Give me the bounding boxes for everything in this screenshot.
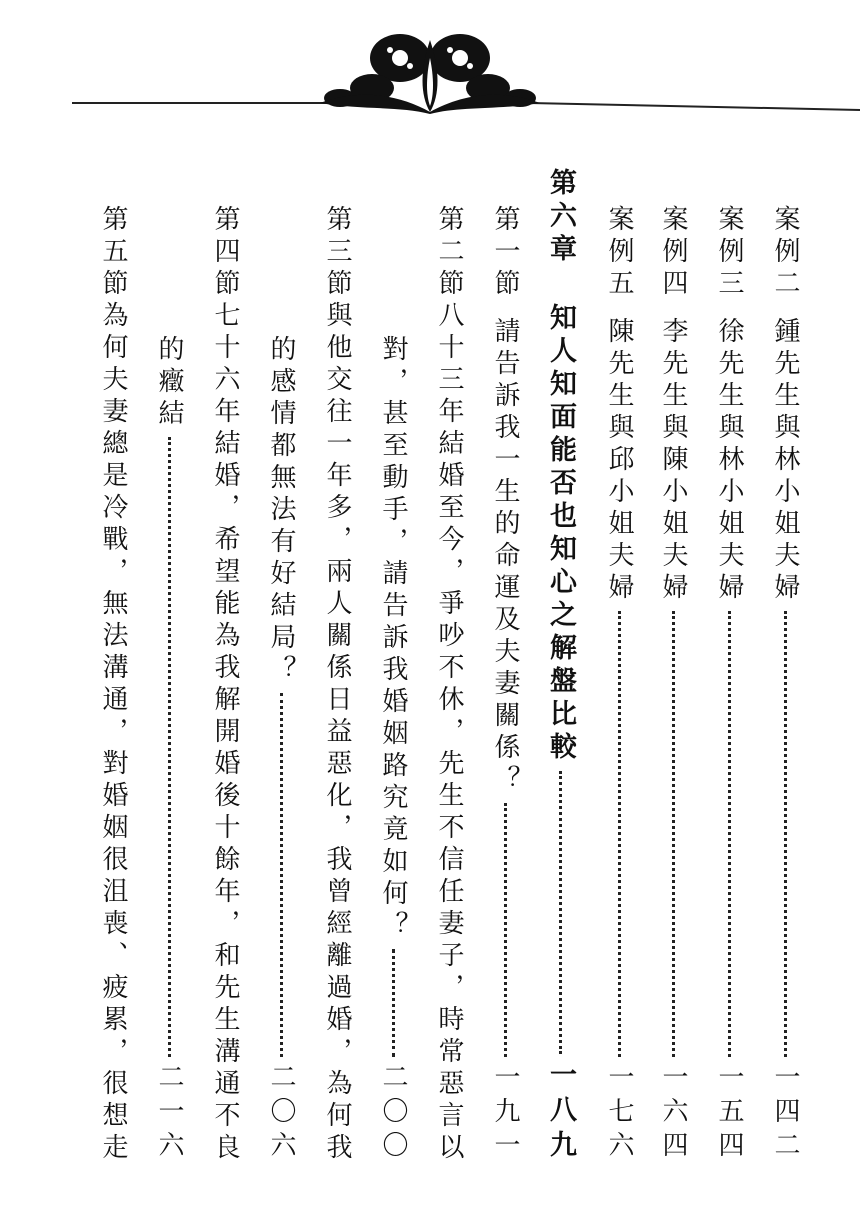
- toc-entry-case-4[interactable]: [660, 205, 686, 1165]
- toc-entry-case-2[interactable]: [772, 205, 798, 1165]
- toc-entry-title: 為何夫妻總是冷戰，無法溝通，對婚姻很沮喪、疲累，很想走: [98, 301, 128, 1165]
- dot-leader: [784, 611, 787, 1057]
- dot-leader: [672, 611, 675, 1057]
- toc-entry-title: 與他交往一年多，兩人關係日益惡化，我曾經離過婚，為何我: [322, 301, 352, 1165]
- dot-leader: [280, 693, 283, 1057]
- toc-entry-title: 徐先生與林小姐夫婦: [714, 317, 744, 605]
- toc-entry-page: 一八九: [545, 1060, 576, 1165]
- dot-leader: [618, 611, 621, 1057]
- toc-entry-section-2[interactable]: [436, 205, 462, 1165]
- toc-entry-chapter-6[interactable]: [547, 168, 574, 1165]
- toc-entry-title: 陳先生與邱小姐夫婦: [604, 317, 634, 605]
- toc-chapter-label: 第六章: [545, 168, 576, 267]
- toc-chapter-title: 知人知面能否也知心之解盤比較: [545, 303, 576, 765]
- toc-entry-page: 一六四: [658, 1063, 688, 1165]
- toc-entry-title: 鍾先生與林小姐夫婦: [770, 317, 800, 605]
- toc-entry-label: 案例四: [658, 205, 688, 301]
- toc-entry-section-4[interactable]: [212, 205, 238, 1165]
- toc-entry-title: 七十六年結婚，希望能為我解開婚後十餘年，和先生溝通不良: [210, 301, 240, 1165]
- dot-leader: [559, 771, 562, 1054]
- toc-entry-page: 一五四: [714, 1063, 744, 1165]
- toc-entry-label: 第三節: [322, 205, 352, 301]
- toc-entry-page: 二一六: [154, 1063, 184, 1165]
- toc-entry-title: 對，甚至動手，請告訴我婚姻路究竟如何？: [378, 335, 408, 943]
- toc-entry-page: 二〇〇: [378, 1063, 408, 1165]
- toc-entry-title: 請告訴我一生的命運及夫妻關係？: [490, 317, 520, 797]
- toc-entry-title: 李先生與陳小姐夫婦: [658, 317, 688, 605]
- toc-entry-section-2-continued[interactable]: [380, 335, 406, 1165]
- toc-entry-title: 的感情都無法有好結局？: [266, 335, 296, 687]
- toc-entry-page: 一七六: [604, 1063, 634, 1165]
- toc-entry-label: 第四節: [210, 205, 240, 301]
- toc-entry-label: 案例三: [714, 205, 744, 301]
- toc-entry-section-3[interactable]: [324, 205, 350, 1165]
- toc-entry-section-3-continued[interactable]: [268, 335, 294, 1165]
- toc-entry-title: 八十三年結婚至今，爭吵不休，先生不信任妻子，時常惡言以: [434, 301, 464, 1165]
- dot-leader: [392, 949, 395, 1057]
- toc-entry-case-3[interactable]: [716, 205, 742, 1165]
- toc-entry-label: 案例五: [604, 205, 634, 301]
- dot-leader: [504, 803, 507, 1057]
- toc-entry-label: 第二節: [434, 205, 464, 301]
- toc-entry-label: 案例二: [770, 205, 800, 301]
- toc-entry-title: 的癥結: [154, 335, 184, 431]
- toc-entry-page: 一九一: [490, 1063, 520, 1165]
- toc-entry-page: 二〇六: [266, 1063, 296, 1165]
- toc-entry-section-1[interactable]: [492, 205, 518, 1165]
- toc-entry-page: 一四二: [770, 1063, 800, 1165]
- toc-entry-section-4-continued[interactable]: [156, 335, 182, 1165]
- toc-entry-section-5[interactable]: [100, 205, 126, 1165]
- toc-entry-label: 第五節: [98, 205, 128, 301]
- toc-entry-label: 第一節: [490, 205, 520, 301]
- dot-leader: [168, 437, 171, 1057]
- toc-entry-case-5[interactable]: [606, 205, 632, 1165]
- dot-leader: [728, 611, 731, 1057]
